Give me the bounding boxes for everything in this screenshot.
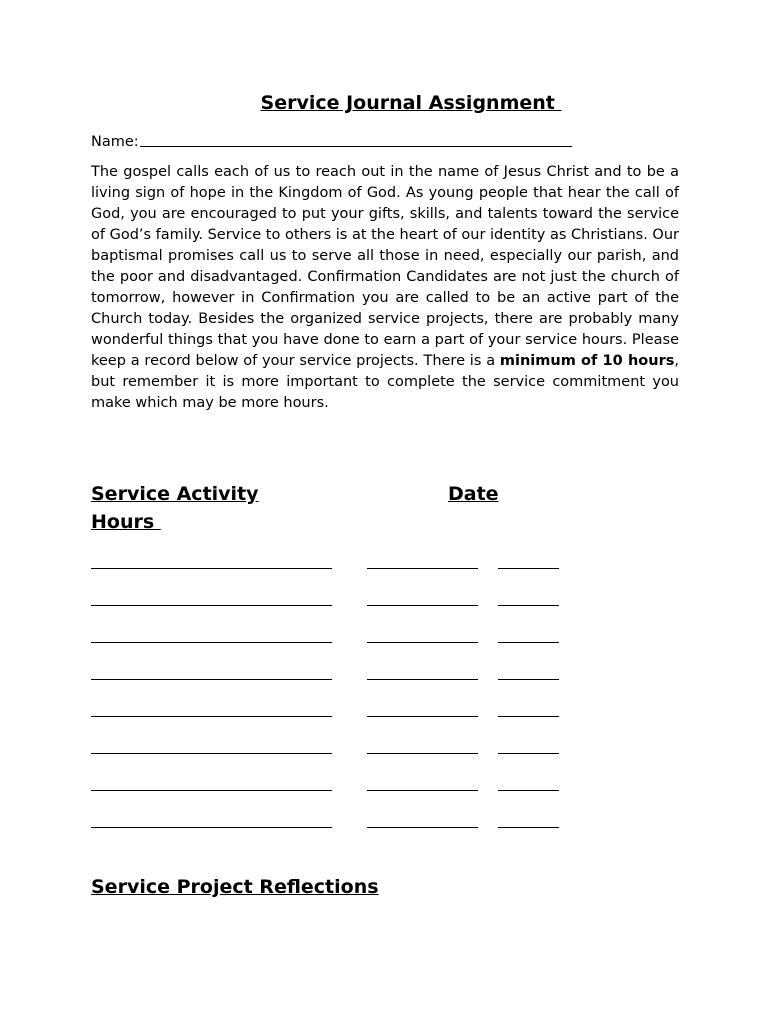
- date-blank-line: [367, 642, 478, 643]
- date-blank-line: [367, 827, 478, 828]
- activity-blank-line: [91, 605, 332, 606]
- date-blank-line: [367, 605, 478, 606]
- activity-blank-line: [91, 753, 332, 754]
- heading-service-activity: Service Activity: [91, 483, 259, 505]
- heading-service-project-reflections: Service Project Reflections: [91, 876, 379, 898]
- name-field-row: [91, 130, 591, 150]
- activity-blank-line: [91, 679, 332, 680]
- log-row: [91, 753, 571, 790]
- activity-blank-line: [91, 716, 332, 717]
- hours-blank-line: [498, 790, 559, 791]
- date-blank-line: [367, 568, 478, 569]
- log-row: [91, 642, 571, 679]
- hours-blank-line: [498, 716, 559, 717]
- activity-blank-line: [91, 790, 332, 791]
- hours-blank-line: [498, 827, 559, 828]
- date-blank-line: [367, 679, 478, 680]
- hours-blank-line: [498, 679, 559, 680]
- date-blank-line: [367, 716, 478, 717]
- activity-blank-line: [91, 568, 332, 569]
- intro-text-end: , but remember it is more important to complete the service commitment you make which may be more hours.: [91, 353, 679, 411]
- heading-date: Date: [448, 483, 499, 505]
- log-row: [91, 827, 571, 864]
- log-row: [91, 716, 571, 753]
- name-blank-line: [140, 146, 572, 147]
- hours-blank-line: [498, 568, 559, 569]
- intro-bold-requirement: minimum of 10 hours: [499, 353, 675, 369]
- intro-paragraph: [91, 162, 679, 414]
- hours-blank-line: [498, 642, 559, 643]
- log-row: [91, 568, 571, 605]
- hours-blank-line: [498, 753, 559, 754]
- log-row: [91, 605, 571, 642]
- page-title: Service Journal Assignment: [260, 92, 562, 114]
- log-row: [91, 790, 571, 827]
- name-label: Name:: [91, 134, 139, 150]
- hours-blank-line: [498, 605, 559, 606]
- date-blank-line: [367, 790, 478, 791]
- activity-blank-line: [91, 642, 332, 643]
- activity-blank-line: [91, 827, 332, 828]
- date-blank-line: [367, 753, 478, 754]
- intro-text-start: The gospel calls each of us to reach out in the name of Jesus Christ and to be a living sign of hope in the Kingdom of God. As young people that hear the call of God, you are encouraged to put your gifts, skills, and talents toward the service of God’s family. Service to others is at the heart of our identity as Christians. Our baptismal promises call us to serve all those in need, especially our parish, and the poor and disadvantaged. Confirmation Candidates are not just the church of tomorrow, however in Confirmation you are called to be an active part of the Church today. Besides the organized service projects, there are probably many wonderful things that you have done to earn a part of your service hours. Please keep a record below of your service projects. There is a: [91, 164, 679, 369]
- service-log-rows: [91, 568, 571, 864]
- heading-hours: Hours: [91, 511, 161, 533]
- log-row: [91, 679, 571, 716]
